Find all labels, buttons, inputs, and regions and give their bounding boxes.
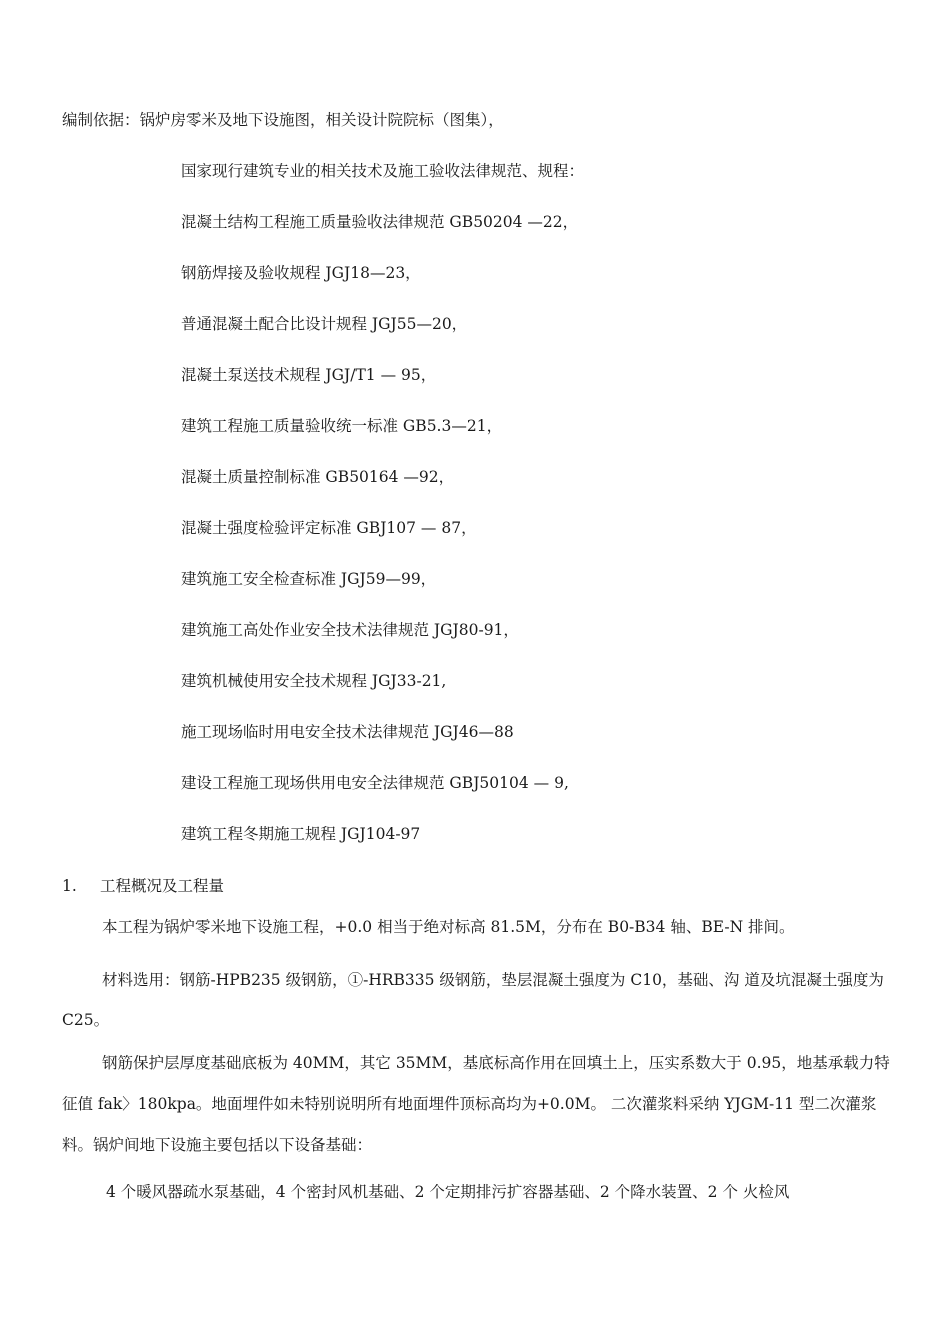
- standard-item: 建筑工程施工质量验收统一标准 GB5.3—21，: [181, 417, 503, 435]
- paragraph-text: 4 个暖风器疏水泵基础，4 个密封风机基础、2 个定期排污扩容器基础、2 个降水装置、2 个 火检风: [106, 1183, 790, 1201]
- standard-item: 混凝土质量控制标准 GB50164 —92，: [181, 468, 455, 486]
- standard-item: 建筑机械使用安全技术规程 JGJ33-21,: [181, 672, 447, 690]
- standard-item: 混凝土强度检验评定标准 GBJ107 — 87，: [181, 519, 477, 537]
- standard-item: 建设工程施工现场供用电安全法律规范 GBJ50104 — 9,: [181, 774, 569, 792]
- standard-item: 建筑施工安全检查标准 JGJ59—99，: [181, 570, 437, 588]
- paragraph-text: 本工程为锅炉零米地下设施工程，+0.0 相当于绝对标高 81.5M，分布在 B0-B34 轴、BE-N 排间。: [102, 918, 795, 936]
- standard-item: 国家现行建筑专业的相关技术及施工验收法律规范、规程：: [181, 162, 585, 180]
- standard-item: 钢筋焊接及验收规程 JGJ18—23，: [181, 264, 421, 282]
- paragraph-cover: [62, 1043, 892, 1166]
- section-title: 工程概况及工程量: [100, 877, 225, 895]
- standard-item: 混凝土泵送技术规程 JGJ/T1 — 95，: [181, 366, 437, 384]
- section-number: 1.: [62, 877, 77, 895]
- paragraph-overview: [62, 917, 892, 937]
- standard-item: 混凝土结构工程施工质量验收法律规范 GB50204 —22，: [181, 213, 579, 231]
- paragraph-materials: [62, 960, 892, 1040]
- standard-item: 建筑施工高处作业安全技术法律规范 JGJ80-91，: [181, 621, 519, 639]
- standard-item: 建筑工程冬期施工规程 JGJ104-97: [181, 825, 421, 843]
- paragraph-text: 钢筋保护层厚度基础底板为 40MM，其它 35MM，基底标高作用在回填土上，压实系数大于 0.95，地基承载力特征值 fak〉180kpa。地面埋件如未特别说明所有地面埋件顶标高均为+0.0M。 二次灌浆料采纳 YJGM-11 型二次灌浆料。锅炉间地下设施主要包括以下设备基础：: [62, 1054, 890, 1154]
- paragraph-equipment: [62, 1182, 892, 1202]
- standard-item: 施工现场临时用电安全技术法律规范 JGJ46—88: [181, 723, 514, 741]
- basis-heading: 编制依据：锅炉房零米及地下设施图，相关设计院院标（图集），: [62, 111, 504, 129]
- standard-item: 普通混凝土配合比设计规程 JGJ55—20，: [181, 315, 468, 333]
- paragraph-text: 材料选用：钢筋-HPB235 级钢筋，①-HRB335 级钢筋，垫层混凝土强度为 C10，基础、沟 道及坑混凝土强度为 C25。: [62, 971, 884, 1029]
